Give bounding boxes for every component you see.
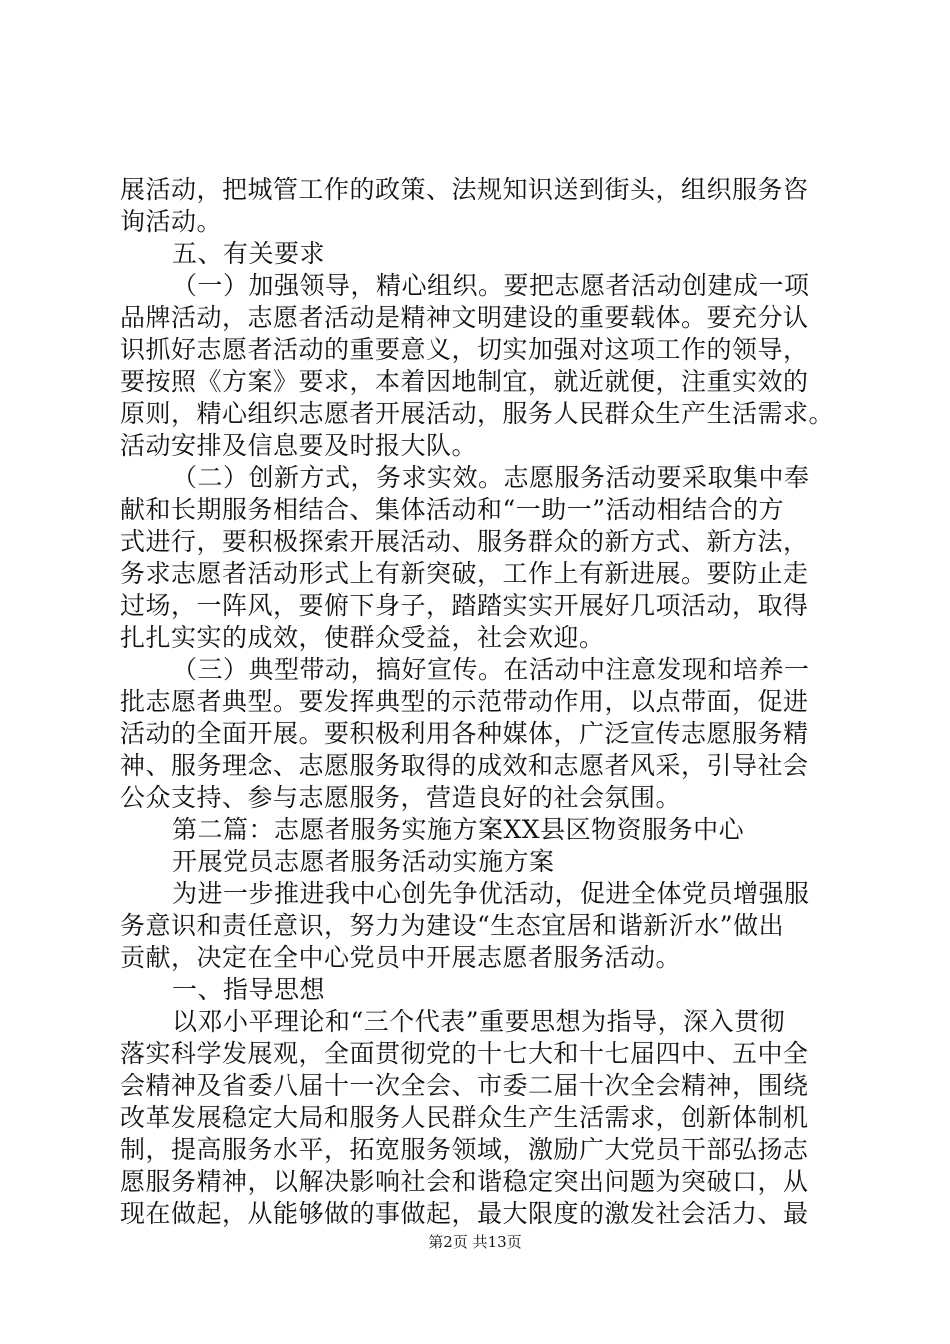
text-line: 活动安排及信息要及时报大队。 xyxy=(120,431,478,460)
text-line: 现在做起，从能够做的事做起，最大限度的激发社会活力、最 xyxy=(120,1199,809,1228)
text-line: 务求志愿者活动形式上有新突破，工作上有新进展。要防止走 xyxy=(120,559,809,588)
text-line: 识抓好志愿者活动的重要意义，切实加强对这项工作的领导， xyxy=(120,335,809,364)
text-line: 公众支持、参与志愿服务，营造良好的社会氛围。 xyxy=(120,783,682,812)
text-line: 要按照《方案》要求，本着因地制宜，就近就便，注重实效的 xyxy=(120,367,809,396)
text-line: 批志愿者典型。要发挥典型的示范带动作用，以点带面，促进 xyxy=(120,687,809,716)
text-line: 询活动。 xyxy=(120,207,223,236)
text-line: 展活动，把城管工作的政策、法规知识送到街头，组织服务咨 xyxy=(120,175,809,204)
text-line: 活动的全面开展。要积极利用各种媒体，广泛宣传志愿服务精 xyxy=(120,719,809,748)
text-line: 扎扎实实的成效，使群众受益，社会欢迎。 xyxy=(120,623,605,652)
text-line: （二）创新方式，务求实效。志愿服务活动要采取集中奉 xyxy=(172,463,810,492)
text-line: 品牌活动，志愿者活动是精神文明建设的重要载体。要充分认 xyxy=(120,303,809,332)
section-heading: 五、有关要求 xyxy=(172,239,326,268)
text-line: 式进行，要积极探索开展活动、服务群众的新方式、新方法， xyxy=(120,527,809,556)
chapter-title: 第二篇：志愿者服务实施方案XX县区物资服务中心 xyxy=(172,815,745,844)
text-line: （一）加强领导，精心组织。要把志愿者活动创建成一项 xyxy=(172,271,810,300)
text-line: 贡献，决定在全中心党员中开展志愿者服务活动。 xyxy=(120,943,682,972)
text-line: 愿服务精神，以解决影响社会和谐稳定突出问题为突破口，从 xyxy=(120,1167,809,1196)
text-line: 原则，精心组织志愿者开展活动，服务人民群众生产生活需求。 xyxy=(120,399,835,428)
text-line: 为进一步推进我中心创先争优活动，促进全体党员增强服 xyxy=(172,879,810,908)
text-line: 改革发展稳定大局和服务人民群众生产生活需求，创新体制机 xyxy=(120,1103,809,1132)
text-line: 落实科学发展观，全面贯彻党的十七大和十七届四中、五中全 xyxy=(120,1039,809,1068)
text-line: 献和长期服务相结合、集体活动和“一助一”活动相结合的方 xyxy=(120,495,785,524)
text-line: （三）典型带动，搞好宣传。在活动中注意发现和培养一 xyxy=(172,655,810,684)
text-line: 制，提高服务水平，拓宽服务领域，激励广大党员干部弘扬志 xyxy=(120,1135,809,1164)
text-line: 会精神及省委八届十一次全会、市委二届十次全会精神，围绕 xyxy=(120,1071,809,1100)
section-heading: 一、指导思想 xyxy=(172,975,326,1004)
text-line: 神、服务理念、志愿服务取得的成效和志愿者风采，引导社会 xyxy=(120,751,809,780)
page-number-footer: 第2页 共13页 xyxy=(428,1233,522,1251)
text-line: 过场，一阵风，要俯下身子，踏踏实实开展好几项活动，取得 xyxy=(120,591,809,620)
text-line: 以邓小平理论和“三个代表”重要思想为指导，深入贯彻 xyxy=(172,1007,786,1036)
text-line: 务意识和责任意识，努力为建设“生态宜居和谐新沂水”做出 xyxy=(120,911,785,940)
chapter-subtitle: 开展党员志愿者服务活动实施方案 xyxy=(172,847,555,876)
